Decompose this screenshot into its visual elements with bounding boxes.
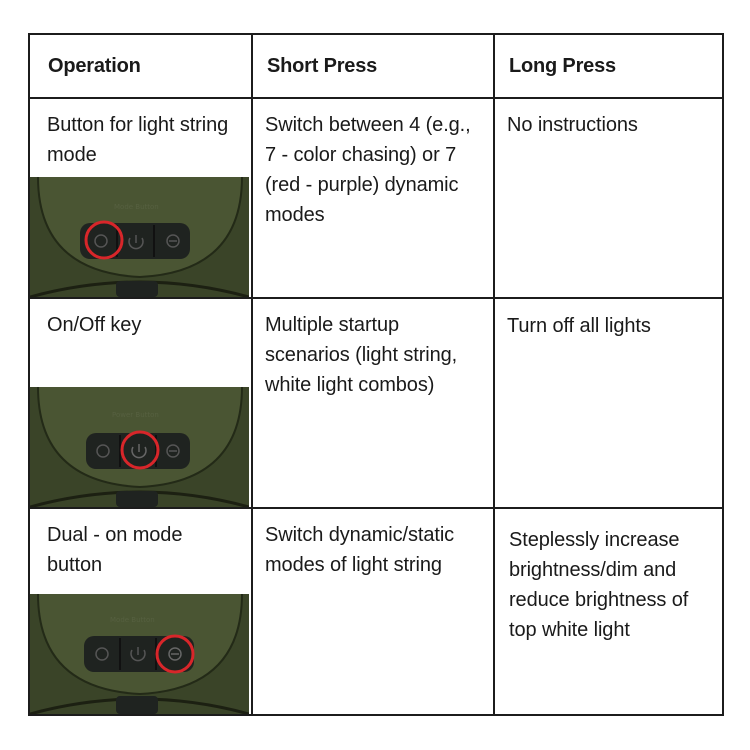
long-press-cell [493,509,722,714]
operation-label: On/Off key [47,314,142,336]
short-press-text: Switch dynamic/static modes of light string [265,524,455,576]
operation-cell [30,99,251,297]
long-press-cell [493,99,722,297]
table-row [30,297,722,507]
long-press-text: Turn off all lights [507,315,651,337]
header-long-press: Long Press [493,35,722,97]
dual-mode-button-photo [30,594,249,714]
power-button-photo [30,387,249,507]
operation-cell [30,299,251,507]
table-header-row [30,35,722,97]
long-press-cell [493,299,722,507]
short-press-cell [251,299,493,507]
header-operation: Operation [48,55,141,77]
controls-table [28,33,724,716]
mode-button-photo [30,177,249,297]
table-row [30,97,722,297]
long-press-text: Steplessly increase brightness/dim and reduce brightness of top white light [509,529,689,641]
operation-label: Dual - on mode button [47,524,183,576]
short-press-cell [251,509,493,714]
device-control-panel-image [30,177,249,297]
operation-cell [30,509,251,714]
short-press-text: Switch between 4 (e.g., 7 - color chasing) or 7 (red - purple) dynamic modes [265,114,471,226]
operation-label: Button for light string mode [47,114,229,166]
short-press-cell [251,99,493,297]
svg-text:Mode Button: Mode Button [114,203,159,211]
short-press-text: Multiple startup scenarios (light string, white light combos) [265,314,458,396]
device-control-panel-image [30,387,249,507]
svg-text:Power Button: Power Button [112,411,159,419]
svg-text:Mode Button: Mode Button [110,616,155,624]
long-press-text: No instructions [507,114,638,136]
header-short-press: Short Press [251,35,493,97]
device-control-panel-image [30,594,249,714]
table-row [30,507,722,714]
